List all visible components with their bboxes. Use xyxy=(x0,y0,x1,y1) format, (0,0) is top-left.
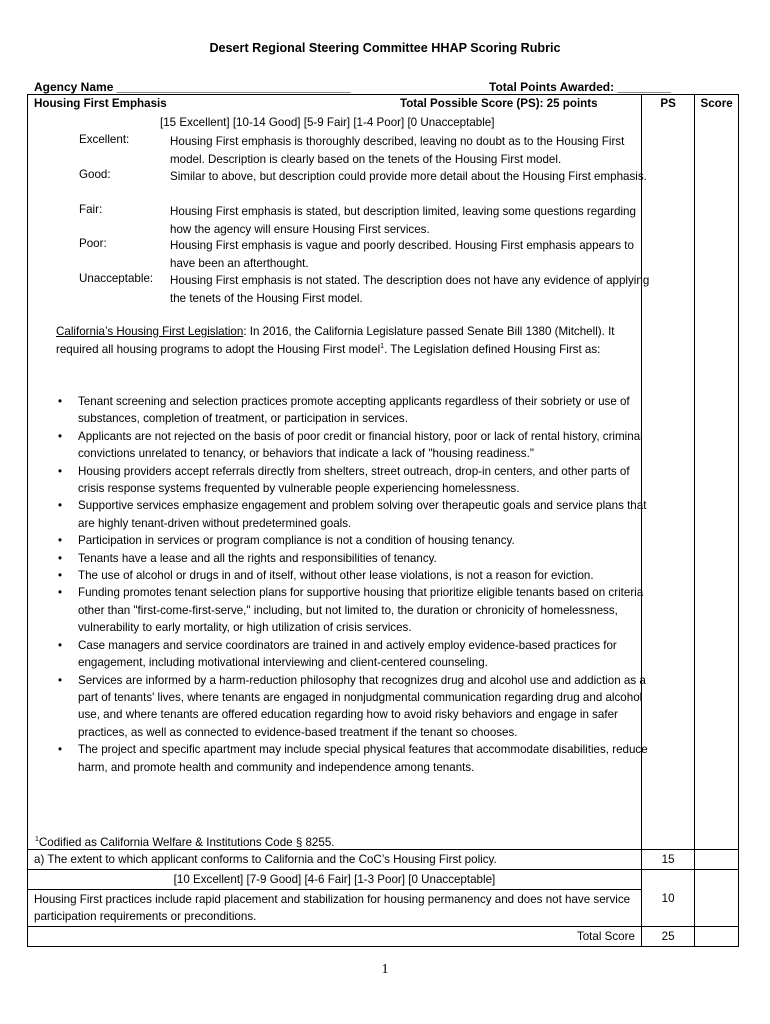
legislation-title: California’s Housing First Legislation xyxy=(56,325,244,338)
list-item: • Services are informed by a harm-reduction philosophy that recognizes drug and alcohol use and addiction as a part of tenants' lives, where tenants are engaged in nonjudgmental communication regarding drug and alcohol use, and where tenants are offered education regarding how to avoid risky behaviors and engage in safer practices, as well as connected to evidence-based treatment if the tenant so chooses. xyxy=(58,673,646,739)
scoring-table xyxy=(27,94,739,947)
score-column-header: Score xyxy=(695,95,739,850)
list-item: • Applicants are not rejected on the basis of poor credit or financial history, poor or lack of rental history, criminal convictions unrelated to tenancy, or behaviors that indicate a lack of "housing readiness." xyxy=(58,429,643,461)
criterion-b-ps: 10 xyxy=(641,870,694,927)
list-item: • Participation in services or program compliance is not a condition of housing tenancy. xyxy=(58,534,515,548)
rating-text: Housing First emphasis is stated, but description limited, leaving some questions regarding how the agency will ensure Housing First services. xyxy=(170,205,636,236)
rating-text: Similar to above, but description could provide more detail about the Housing First emphasis. xyxy=(170,170,647,183)
footnote: $^1$Codified as California Welfare & Institutions Code § 8255. xyxy=(35,836,335,849)
legislation-paragraph: California’s Housing First Legislation: In 2016, the California Legislature passed Senate Bill 1380 (Mitchell). It required all housing programs to adopt the Housing First model$^1$. The Legislation defined Housing First as: xyxy=(56,325,615,356)
total-score-input[interactable] xyxy=(695,927,739,947)
rating-label: Unacceptable: xyxy=(79,272,154,285)
rating-label: Fair: xyxy=(79,203,103,216)
criterion-b-scale: [10 Excellent] [7-9 Good] [4-6 Fair] [1-3 Poor] [0 Unacceptable] xyxy=(28,870,642,890)
list-item: • Housing providers accept referrals directly from shelters, street outreach, drop-in centers, and other parts of crisis response systems frequented by vulnerable people experiencing homelessness. xyxy=(58,464,630,496)
rating-label: Good: xyxy=(79,168,111,181)
rating-text: Housing First emphasis is thoroughly described, leaving no doubt as to the Housing First model. Description is clearly based on the tenets of the Housing First model. xyxy=(170,135,625,166)
criterion-a-ps: 15 xyxy=(641,850,694,870)
list-item: • The use of alcohol or drugs in and of itself, without other lease violations, is not a reason for eviction. xyxy=(58,569,594,583)
list-item: • Case managers and service coordinators are trained in and actively employ evidence-based practices for engagement, including motivational interviewing and client-centered counseling. xyxy=(58,638,617,670)
list-item: • Tenants have a lease and all the rights and responsibilities of tenancy. xyxy=(58,551,437,565)
list-item: • Funding promotes tenant selection plans for supportive housing that prioritize eligible tenants based on criteria other than "first-come-first-serve," including, but not limited to, the duration or chronicity of homelessness, vulnerability to early mortality, or high utilization of crisis services. xyxy=(58,586,644,635)
list-item: • The project and specific apartment may include special physical features that accommodate disabilities, reduce harm, and promote health and community and independence among tenants. xyxy=(58,743,648,774)
rating-text: Housing First emphasis is not stated. The description does not have any evidence of applying the tenets of the Housing First model. xyxy=(170,274,650,305)
rating-label: Excellent: xyxy=(79,133,130,146)
score-scale: [15 Excellent] [10-14 Good] [5-9 Fair] [1-4 Poor] [0 Unacceptable] xyxy=(160,116,495,129)
total-score-label: Total Score xyxy=(28,927,642,947)
document-title: Desert Regional Steering Committee HHAP Scoring Rubric xyxy=(209,41,561,55)
rating-label: Poor: xyxy=(79,237,107,250)
total-ps: 25 xyxy=(641,927,694,947)
total-possible-score: Total Possible Score (PS): 25 points xyxy=(400,97,598,110)
rating-text: Housing First emphasis is vague and poorly described. Housing First emphasis appears to have been an afterthought. xyxy=(170,239,634,270)
housing-first-bullets xyxy=(56,393,650,776)
housing-first-section xyxy=(28,95,650,850)
footnote-marker: 1 xyxy=(380,342,385,350)
ps-column-header: PS xyxy=(641,95,694,850)
page-number: 1 xyxy=(381,962,389,977)
criterion-b-text: Housing First practices include rapid placement and stabilization for housing permanency and does not have service participation requirements or preconditions. xyxy=(28,890,642,927)
criterion-a-text: a) The extent to which applicant conforms to California and the CoC’s Housing First policy. xyxy=(28,850,642,870)
criterion-b-score-input[interactable] xyxy=(695,870,739,927)
total-points-awarded-field[interactable]: Total Points Awarded: ________ xyxy=(489,80,671,94)
list-item: • Supportive services emphasize engagement and problem solving over therapeutic goals and service plans that are highly tenant-driven without predetermined goals. xyxy=(58,499,647,530)
header-line xyxy=(34,80,679,94)
section-heading: Housing First Emphasis xyxy=(34,97,167,110)
agency-name-field[interactable]: Agency Name ___________________________________ xyxy=(34,80,351,94)
list-item: • Tenant screening and selection practices promote accepting applicants regardless of their sobriety or use of substances, completion of treatment, or participation in services. xyxy=(58,395,630,426)
criterion-a-score-input[interactable] xyxy=(695,850,739,870)
